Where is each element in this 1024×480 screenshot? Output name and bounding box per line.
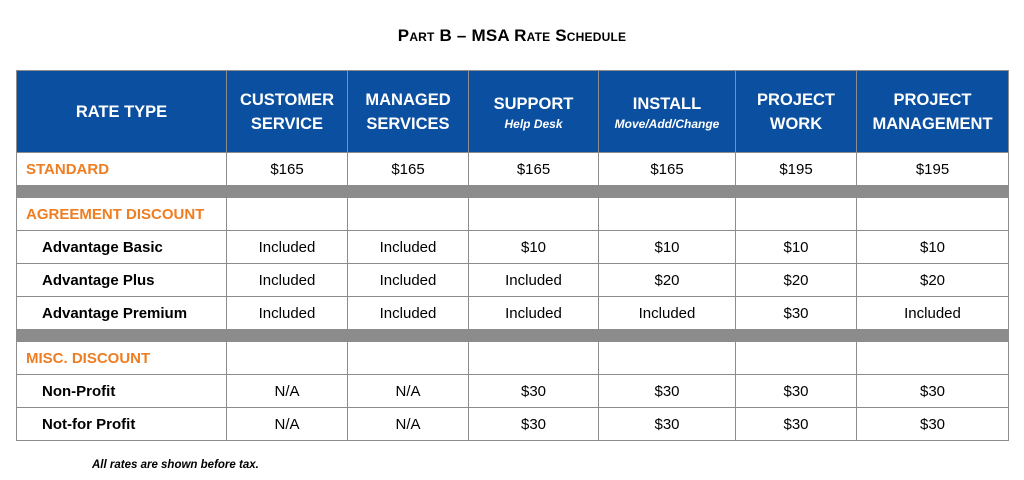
table-row bbox=[17, 297, 1009, 330]
table-row bbox=[17, 231, 1009, 264]
row-label: Advantage Plus bbox=[17, 264, 227, 297]
row-label: Non-Profit bbox=[17, 375, 227, 408]
section-misc-discount: MISC. DISCOUNT bbox=[17, 342, 227, 375]
misc-section-row bbox=[17, 342, 1009, 375]
header-support-sub: Help Desk bbox=[504, 116, 563, 131]
table-cell bbox=[348, 198, 469, 231]
header-install: INSTALL Move/Add/Change bbox=[599, 71, 736, 153]
table-cell: $20 bbox=[599, 264, 736, 297]
row-label: Advantage Premium bbox=[17, 297, 227, 330]
table-cell: $195 bbox=[736, 153, 857, 186]
table-cell: $20 bbox=[736, 264, 857, 297]
table-row bbox=[17, 264, 1009, 297]
table-cell: Included bbox=[227, 297, 348, 330]
table-cell: Included bbox=[857, 297, 1009, 330]
table-cell bbox=[736, 342, 857, 375]
table-cell: $165 bbox=[469, 153, 599, 186]
header-managed-services: MANAGED SERVICES bbox=[348, 71, 469, 153]
table-row bbox=[17, 375, 1009, 408]
table-cell: N/A bbox=[227, 408, 348, 441]
header-customer-service: CUSTOMER SERVICE bbox=[227, 71, 348, 153]
table-cell bbox=[857, 342, 1009, 375]
footnote: All rates are shown before tax. bbox=[92, 459, 259, 471]
table-cell: $30 bbox=[599, 408, 736, 441]
header-project-management: PROJECT MANAGEMENT bbox=[857, 71, 1009, 153]
table-cell bbox=[599, 198, 736, 231]
table-cell bbox=[469, 342, 599, 375]
header-install-sub: Move/Add/Change bbox=[614, 116, 720, 131]
title-prefix: Part B – bbox=[397, 26, 472, 45]
separator bbox=[17, 186, 1009, 198]
table-cell bbox=[469, 198, 599, 231]
title-main: MSA Rate Schedule bbox=[471, 26, 627, 45]
table-cell bbox=[348, 342, 469, 375]
separator-row bbox=[17, 186, 1009, 198]
table-cell: Included bbox=[599, 297, 736, 330]
table-cell: $30 bbox=[736, 297, 857, 330]
table-cell: Included bbox=[227, 264, 348, 297]
page-title bbox=[0, 26, 1024, 46]
table-cell: $10 bbox=[469, 231, 599, 264]
table-cell bbox=[599, 342, 736, 375]
table-cell: $30 bbox=[469, 375, 599, 408]
rate-schedule-table bbox=[16, 70, 1009, 441]
table-cell: $195 bbox=[857, 153, 1009, 186]
table-cell bbox=[227, 198, 348, 231]
table-cell: $165 bbox=[599, 153, 736, 186]
header-rate-type: RATE TYPE bbox=[17, 71, 227, 153]
table-cell: $30 bbox=[736, 375, 857, 408]
table-cell: Included bbox=[348, 297, 469, 330]
table-cell: $30 bbox=[736, 408, 857, 441]
table-cell bbox=[736, 198, 857, 231]
table-cell: $10 bbox=[857, 231, 1009, 264]
table-cell: $165 bbox=[348, 153, 469, 186]
separator-row bbox=[17, 330, 1009, 342]
table-row bbox=[17, 408, 1009, 441]
table-cell: N/A bbox=[227, 375, 348, 408]
table-cell: $10 bbox=[736, 231, 857, 264]
table-cell: Included bbox=[469, 297, 599, 330]
table-cell: $30 bbox=[857, 375, 1009, 408]
table-cell: $30 bbox=[469, 408, 599, 441]
table-cell: Included bbox=[348, 264, 469, 297]
table-cell: $165 bbox=[227, 153, 348, 186]
row-label: Advantage Basic bbox=[17, 231, 227, 264]
table-cell: $30 bbox=[599, 375, 736, 408]
header-support: SUPPORT Help Desk bbox=[469, 71, 599, 153]
table-cell: $10 bbox=[599, 231, 736, 264]
table-cell: Included bbox=[227, 231, 348, 264]
header-row bbox=[17, 71, 1009, 153]
row-label: Not-for Profit bbox=[17, 408, 227, 441]
header-project-work: PROJECT WORK bbox=[736, 71, 857, 153]
agreement-section-row bbox=[17, 198, 1009, 231]
table-cell: Included bbox=[348, 231, 469, 264]
table-cell bbox=[227, 342, 348, 375]
separator bbox=[17, 330, 1009, 342]
table-cell: N/A bbox=[348, 408, 469, 441]
table-cell: $20 bbox=[857, 264, 1009, 297]
section-agreement-discount: AGREEMENT DISCOUNT bbox=[17, 198, 227, 231]
standard-row bbox=[17, 153, 1009, 186]
table-cell: N/A bbox=[348, 375, 469, 408]
table-cell bbox=[857, 198, 1009, 231]
section-standard: STANDARD bbox=[17, 153, 227, 186]
table-cell: $30 bbox=[857, 408, 1009, 441]
table-cell: Included bbox=[469, 264, 599, 297]
